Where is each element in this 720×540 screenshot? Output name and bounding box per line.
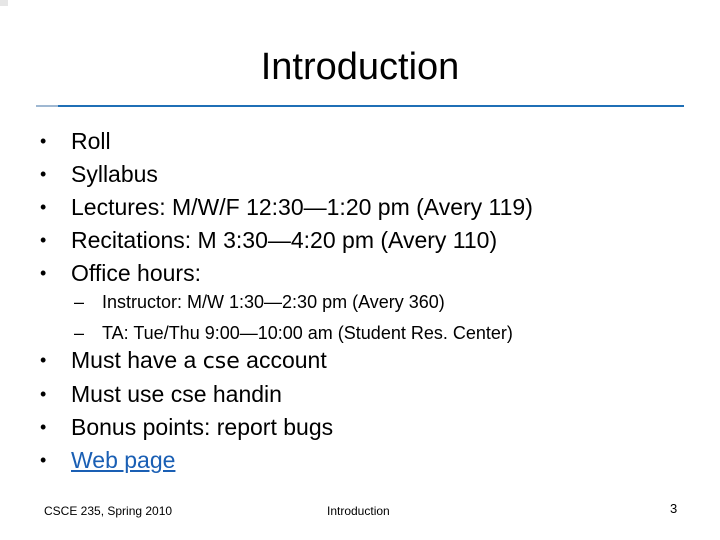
slide-title: Introduction: [260, 46, 460, 88]
bullet-handin: [40, 378, 690, 411]
bullet-roll: [40, 125, 690, 158]
secondary-bullet-list: [40, 344, 690, 477]
web-page-link[interactable]: Web page: [71, 447, 176, 473]
cse-word: cse: [202, 349, 240, 374]
sub-bullet-text: TA: Tue/Thu 9:00—10:00 am (Student Res. Center): [102, 323, 513, 343]
bullet-dot-icon: •: [40, 164, 47, 184]
office-hours-sub-list: [74, 287, 720, 349]
bullet-cse-account: [40, 344, 690, 378]
sub-bullet-instructor: [74, 287, 720, 318]
bullet-dot-icon: •: [40, 131, 47, 151]
bullet-dot-icon: •: [40, 450, 47, 470]
title-underline-fade: [36, 105, 58, 107]
bullet-dot-icon: •: [40, 384, 47, 404]
bullet-dot-icon: •: [40, 263, 47, 283]
bullet-dot-icon: •: [40, 350, 47, 370]
bullet-text: Roll: [71, 128, 111, 154]
main-bullet-list: [40, 125, 690, 290]
title-underline: [36, 105, 684, 107]
corner-mark: [0, 0, 8, 6]
bullet-dot-icon: •: [40, 197, 47, 217]
bullet-text: Must have a: [71, 347, 203, 373]
bullet-text: Lectures: M/W/F 12:30—1:20 pm (Avery 119): [71, 194, 533, 220]
footer-topic: Introduction: [327, 504, 390, 518]
bullet-bonus: [40, 411, 690, 444]
footer-page-number: 3: [670, 501, 678, 516]
bullet-text: Syllabus: [71, 161, 158, 187]
bullet-syllabus: [40, 158, 690, 191]
bullet-office-hours: [40, 257, 690, 290]
footer-course: CSCE 235, Spring 2010: [44, 504, 173, 518]
bullet-text: account: [239, 347, 327, 373]
bullet-text: Office hours:: [71, 260, 201, 286]
dash-icon: –: [74, 292, 85, 312]
bullet-text: Recitations: M 3:30—4:20 pm (Avery 110): [71, 227, 498, 253]
dash-icon: –: [74, 323, 85, 343]
bullet-text: Bonus points: report bugs: [71, 414, 334, 440]
sub-bullet-text: Instructor: M/W 1:30—2:30 pm (Avery 360): [102, 292, 445, 312]
bullet-dot-icon: •: [40, 417, 47, 437]
bullet-web-page: [40, 444, 690, 477]
bullet-dot-icon: •: [40, 230, 47, 250]
bullet-text: Must use cse handin: [71, 381, 282, 407]
bullet-recitations: [40, 224, 690, 257]
bullet-lectures: [40, 191, 690, 224]
